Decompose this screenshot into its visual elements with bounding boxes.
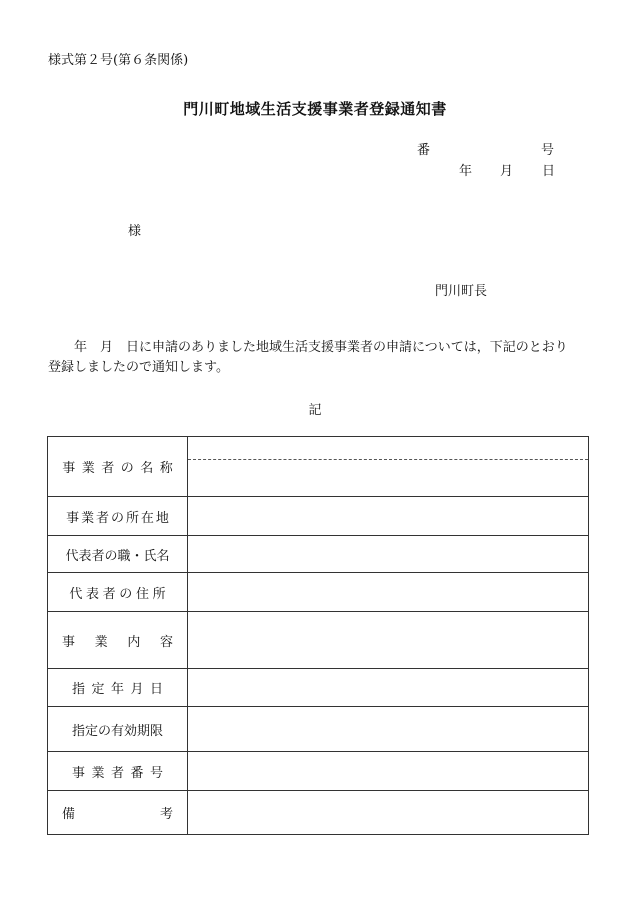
row-remarks — [48, 791, 589, 835]
label-validity-period: 指定の有効期限 — [71, 723, 163, 739]
row-content — [48, 612, 589, 669]
label-business-content — [48, 631, 187, 650]
label-content-char-3: 内 — [127, 634, 141, 650]
value-business-address — [188, 497, 589, 536]
row-representative — [48, 536, 589, 573]
value-remarks — [188, 791, 589, 835]
body-line-1: 年 月 日に申請のありました地域生活支援事業者の申請については，下記のとおり — [74, 340, 568, 355]
doc-number-suffix: 号 — [541, 143, 555, 158]
value-business-name — [188, 437, 589, 497]
label-remarks-char-2: 考 — [159, 807, 173, 822]
label-cell — [48, 612, 188, 669]
label-representative: 代表者の職・氏名 — [65, 548, 170, 564]
label-business-name: 事業者の名称 — [62, 461, 180, 476]
label-cell — [48, 573, 188, 612]
row-rep-address — [48, 573, 589, 612]
addressee-suffix: 様 — [128, 224, 142, 239]
date-month-label: 月 — [500, 164, 514, 179]
row-period — [48, 707, 589, 752]
label-remarks — [48, 803, 187, 822]
label-remarks-char-1: 備 — [62, 807, 76, 822]
label-content-char-4: 容 — [159, 634, 173, 650]
date-year-label: 年 — [459, 164, 473, 179]
registration-table — [47, 436, 589, 835]
value-representative — [188, 536, 589, 573]
label-cell — [48, 669, 188, 707]
row-address — [48, 497, 589, 536]
row-number — [48, 752, 589, 791]
label-cell — [48, 707, 188, 752]
value-validity-period — [188, 707, 589, 752]
label-business-number: 事業者番号 — [71, 765, 170, 781]
label-designation-date: 指定年月日 — [71, 682, 170, 697]
business-name-furigana-line — [188, 437, 588, 460]
doc-number-label: 番 — [417, 143, 431, 158]
form-number: 様式第２号(第６条関係) — [48, 53, 189, 68]
value-business-content — [188, 612, 589, 669]
label-cell — [48, 437, 188, 497]
row-date — [48, 669, 589, 707]
value-designation-date — [188, 669, 589, 707]
row-name — [48, 437, 589, 497]
label-cell — [48, 791, 188, 835]
ki-heading: 記 — [308, 403, 322, 418]
label-content-char-2: 業 — [94, 634, 108, 650]
value-rep-address — [188, 573, 589, 612]
body-text — [48, 338, 588, 378]
issuer: 門川町長 — [435, 284, 488, 299]
body-line-2: 登録しましたので通知します。 — [48, 360, 229, 375]
label-cell — [48, 497, 188, 536]
label-rep-address: 代表者の住所 — [69, 586, 170, 602]
value-business-number — [188, 752, 589, 791]
document-title: 門川町地域生活支援事業者登録通知書 — [183, 100, 447, 118]
label-content-char-1: 事 — [62, 634, 76, 650]
label-cell — [48, 536, 188, 573]
label-cell — [48, 752, 188, 791]
label-business-address: 事業者の所在地 — [66, 510, 171, 526]
date-day-label: 日 — [542, 164, 556, 179]
